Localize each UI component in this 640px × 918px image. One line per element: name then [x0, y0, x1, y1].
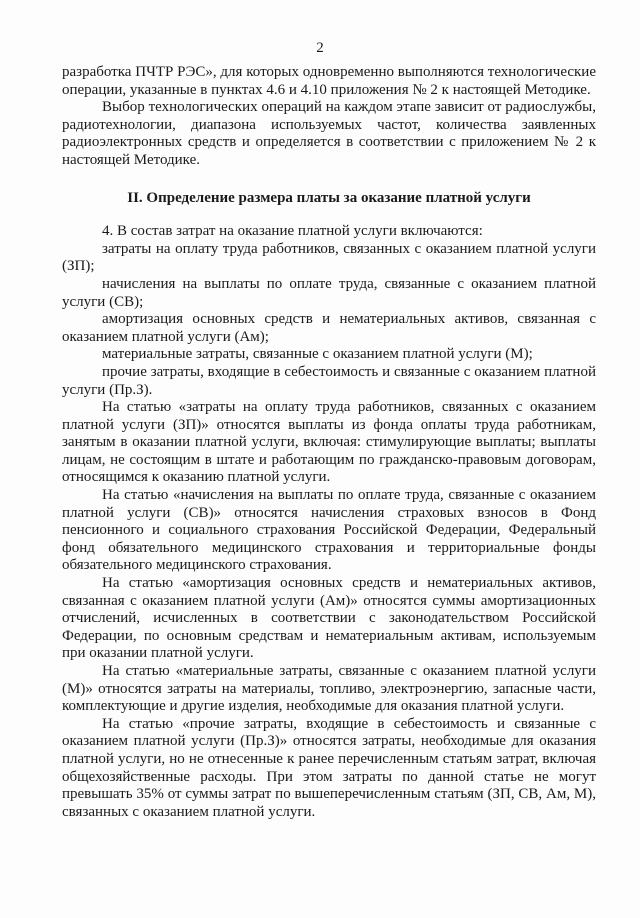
list-item-depreciation: амортизация основных средств и нематериальных активов, связанная с оказанием платной услуги (Ам); — [62, 311, 596, 345]
list-item-labor-costs: затраты на оплату труда работников, связанных с оказанием платной услуги (ЗП); — [62, 240, 596, 275]
section-heading: II. Определение размера платы за оказание платной услуги — [127, 189, 531, 206]
paragraph-depreciation: На статью «амортизация основных средств и нематериальных активов, связанная с оказанием платной услуги (Ам)» относятся суммы амортизационных отчислений, исчисленных в соответствии с законодательством Российской Федерации, по основным средствам и нематериальным активам, используемым при оказании платной услуги. — [62, 575, 596, 662]
page-number: 2 — [316, 40, 324, 56]
list-item-contributions: начисления на выплаты по оплате труда, связанные с оказанием платной услуги (СВ); — [62, 275, 596, 310]
paragraph-contributions: На статью «начисления на выплаты по оплате труда, связанные с оказанием платной услуги (СВ)» относятся начисления страховых взносов в Фонд пенсионного и социального страхования Российской Федерации, Федеральный фонд обязательного медицинского страхования и территориальные фонды обязательного медицинского страхования. — [62, 487, 596, 574]
paragraph-operations-choice: Выбор технологических операций на каждом этапе зависит от радиослужбы, радиотехнологии, диапазона используемых частот, количества заявленных радиоэлектронных средств и определяется в соответствии с приложением № 2 к настоящей Методике. — [62, 99, 596, 168]
list-item-material-costs: материальные затраты, связанные с оказанием платной услуги (М); — [102, 346, 533, 363]
paragraph-other-costs: На статью «прочие затраты, входящие в себестоимость и связанные с оказанием платной услуги (Пр.З)» относятся затраты, необходимые для оказания платной услуги, но не отнесенные к ранее перечисленным статьям затрат, включая общехозяйственные расходы. При этом затраты по данной статье не могут превышать 35% от суммы затрат по вышеперечисленным статьям (ЗП, СВ, Ам, М), связанных с оказанием платной услуги. — [62, 715, 596, 820]
paragraph-continuation: разработка ПЧТР РЭС», для которых одновременно выполняются технологические операции, указанные в пунктах 4.6 и 4.10 приложения № 2 к настоящей Методике. — [62, 64, 596, 98]
list-item-other-costs: прочие затраты, входящие в себестоимость и связанные с оказанием платной услуги (Пр.З). — [62, 363, 596, 398]
paragraph-cost-composition: 4. В состав затрат на оказание платной услуги включаются: — [102, 223, 483, 240]
paragraph-material-costs: На статью «материальные затраты, связанные с оказанием платной услуги (М)» относятся затраты на материалы, топливо, электроэнергию, запасные части, комплектующие и другие изделия, необходимые для оказания платной услуги. — [62, 663, 596, 715]
paragraph-labor-costs: На статью «затраты на оплату труда работников, связанных с оказанием платной услуги (ЗП)» относятся выплаты из фонда оплаты труда работникам, занятым в оказании платной услуги, включая: стимулирующие выплаты; выплаты лицам, не состоящим в штате и работающим по гражданско-правовым договорам, относящимся к оказанию платной услуги. — [62, 399, 596, 486]
document-body — [62, 64, 596, 821]
